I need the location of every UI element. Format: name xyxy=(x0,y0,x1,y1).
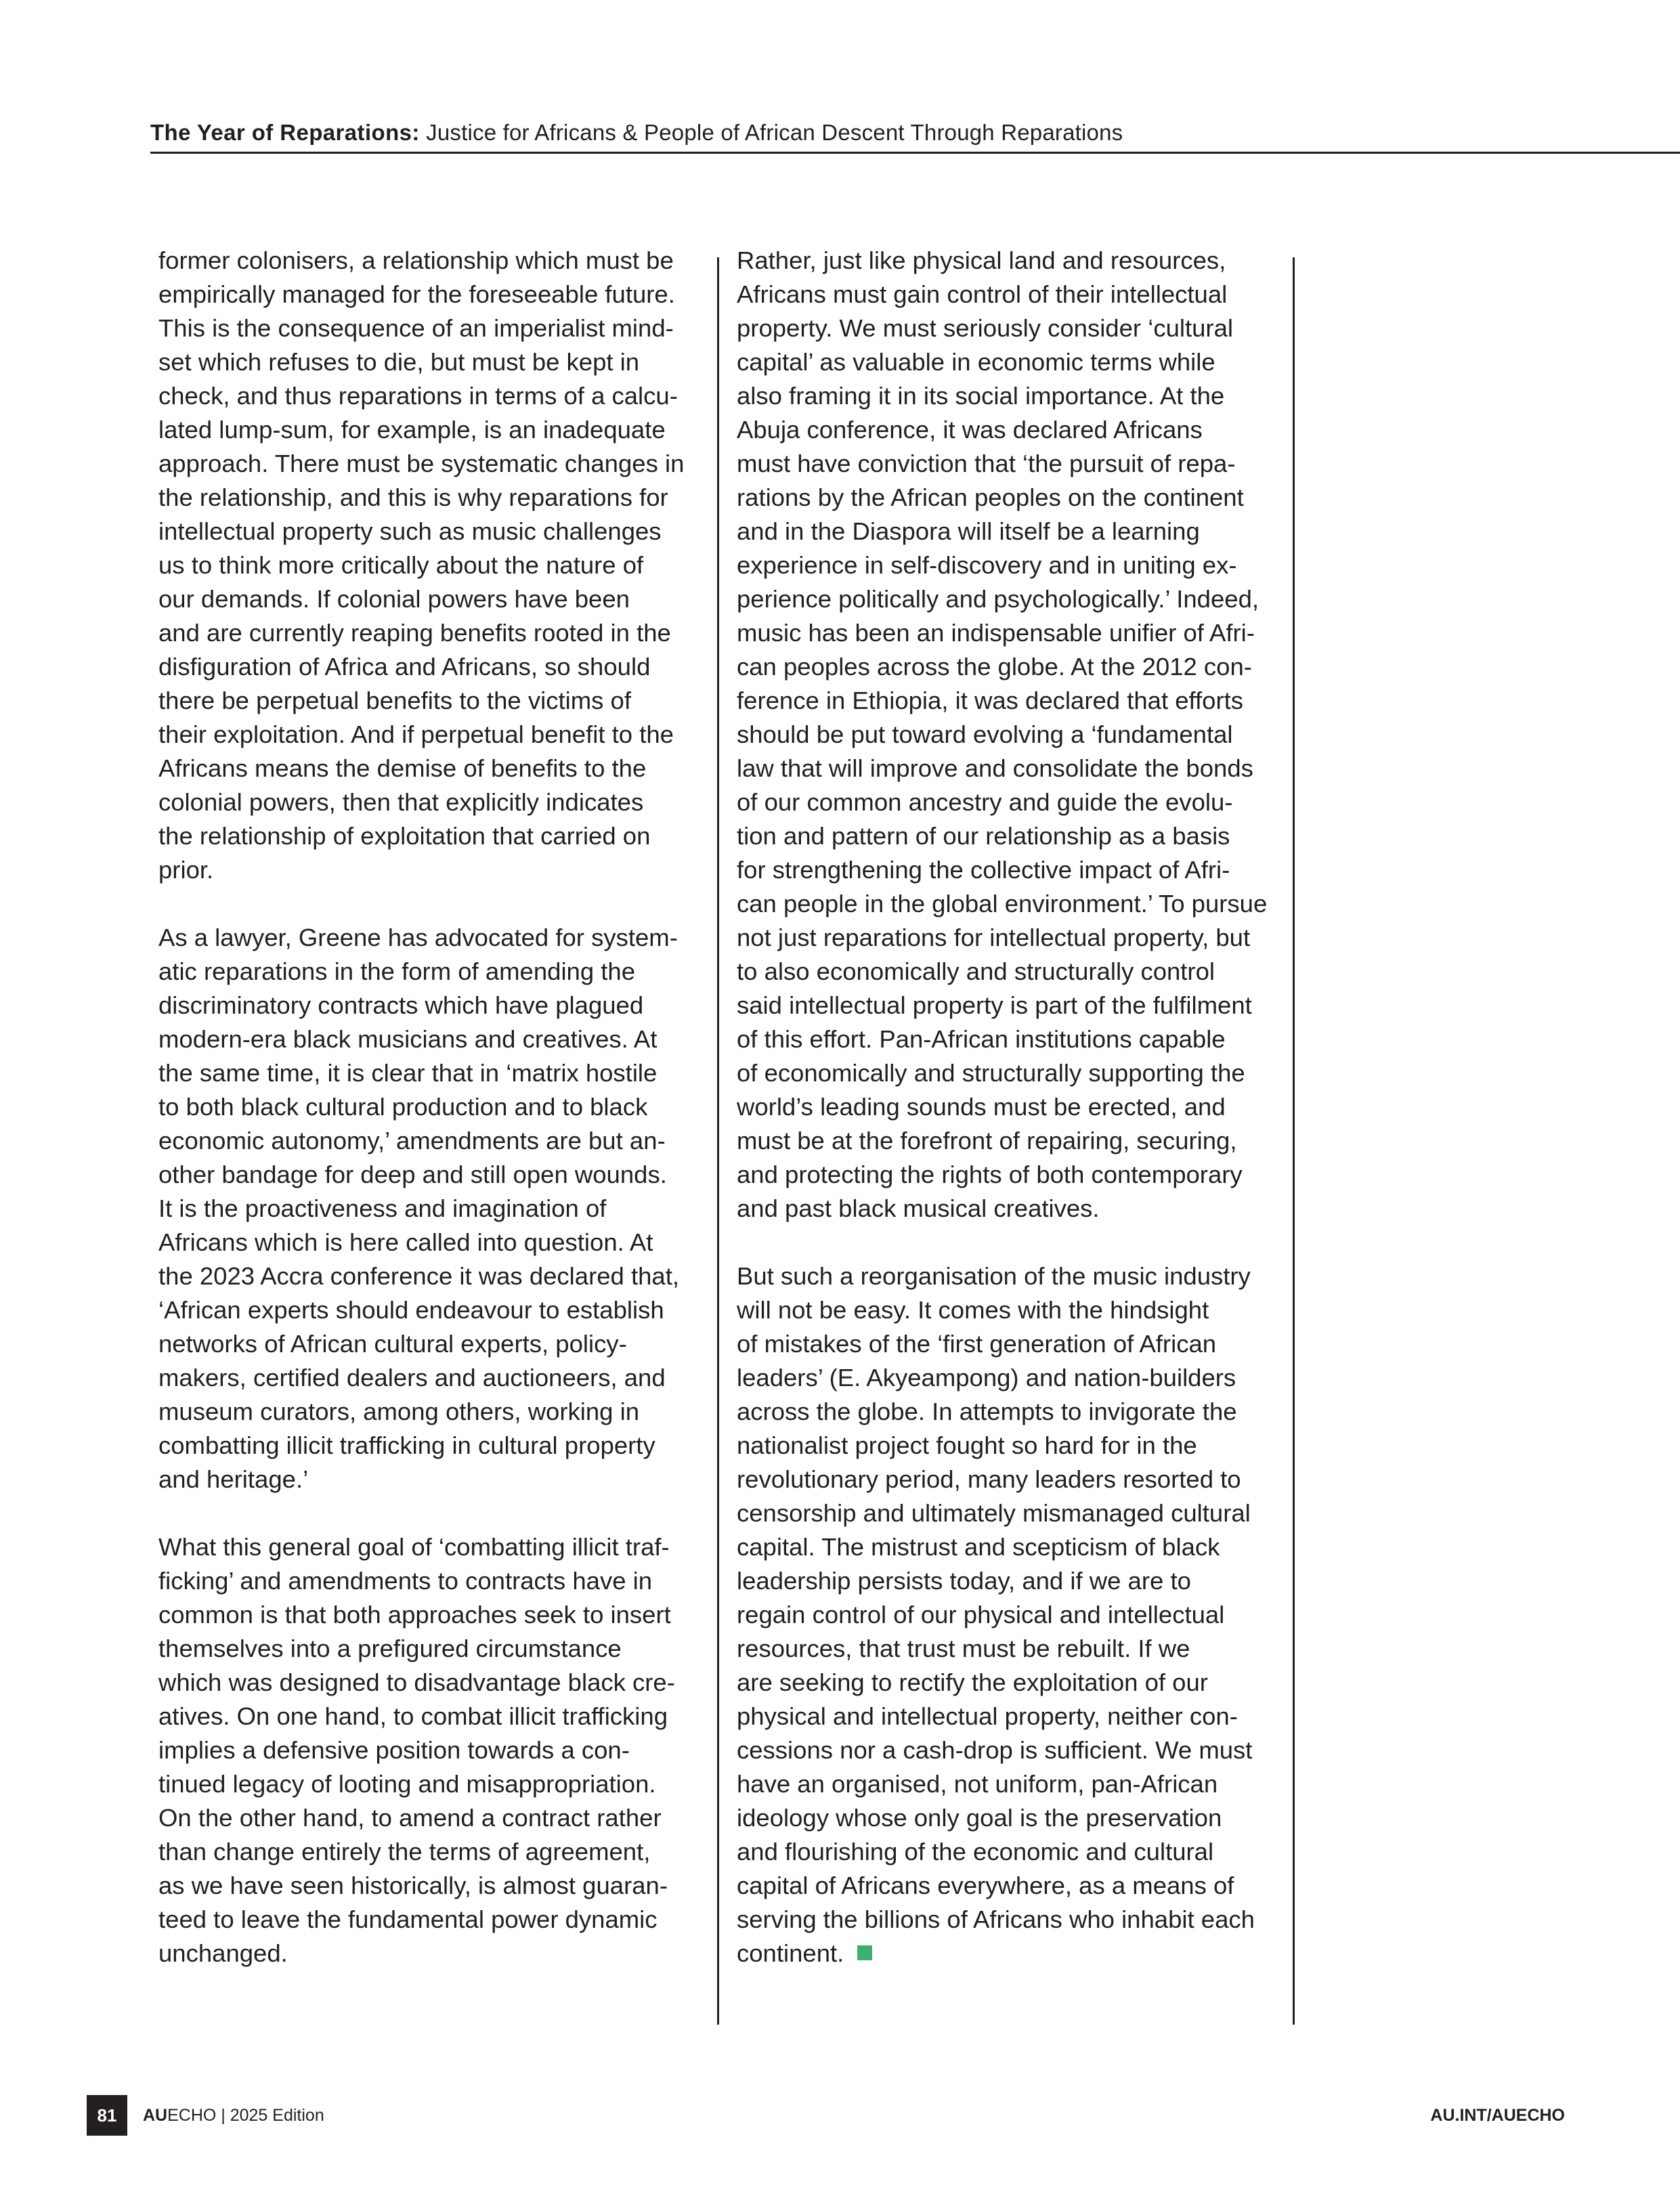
column-divider-left xyxy=(717,257,719,2025)
paragraph-line: perience politically and psychologically.’ Indeed, xyxy=(737,585,1259,613)
paragraph-line: revolutionary period, many leaders resorted to xyxy=(737,1465,1241,1493)
paragraph-line: economic autonomy,’ amendments are but an- xyxy=(158,1127,666,1155)
paragraph-line: as we have seen historically, is almost guaran- xyxy=(158,1872,668,1899)
column-divider-right xyxy=(1293,257,1295,2025)
footer-brand-bold: AU xyxy=(143,2106,168,2125)
paragraph-line: not just reparations for intellectual property, but xyxy=(737,924,1251,951)
paragraph-line: tinued legacy of looting and misappropriation. xyxy=(158,1770,656,1798)
paragraph-line: censorship and ultimately mismanaged cultural xyxy=(737,1499,1251,1527)
paragraph-line: physical and intellectual property, neither con- xyxy=(737,1702,1238,1730)
paragraph-line: leadership persists today, and if we are to xyxy=(737,1567,1191,1595)
paragraph-line: atives. On one hand, to combat illicit trafficking xyxy=(158,1702,668,1730)
paragraph-line: have an organised, not uniform, pan-African xyxy=(737,1770,1218,1798)
green-square-icon xyxy=(857,1945,872,1960)
paragraph-line: to both black cultural production and to black xyxy=(158,1093,648,1121)
paragraph-line: This is the consequence of an imperialist mind- xyxy=(158,314,674,342)
paragraph-gap xyxy=(158,887,714,921)
footer-publication xyxy=(143,2105,324,2126)
paragraph-line: discriminatory contracts which have plagued xyxy=(158,991,644,1019)
paragraph-line: can peoples across the globe. At the 2012 con- xyxy=(737,653,1252,681)
paragraph-line: experience in self-discovery and in uniting ex- xyxy=(737,551,1237,579)
paragraph-line: museum curators, among others, working in xyxy=(158,1398,640,1425)
paragraph-line: disfiguration of Africa and Africans, so should xyxy=(158,653,651,681)
paragraph-line: rations by the African peoples on the continent xyxy=(737,483,1244,511)
paragraph-line: ‘African experts should endeavour to establish xyxy=(158,1296,664,1324)
paragraph-line: Rather, just like physical land and resources, xyxy=(737,246,1226,274)
paragraph-line: for strengthening the collective impact of Afri- xyxy=(737,856,1230,884)
paragraph-line: ideology whose only goal is the preservation xyxy=(737,1804,1222,1832)
footer-brand-rest: ECHO | 2025 Edition xyxy=(167,2106,324,2125)
paragraph-line: resources, that trust must be rebuilt. If we xyxy=(737,1635,1190,1662)
paragraph-line: Africans means the demise of benefits to the xyxy=(158,754,647,782)
paragraph-line: lated lump-sum, for example, is an inadequate xyxy=(158,416,666,444)
paragraph-line: tion and pattern of our relationship as a basis xyxy=(737,822,1230,850)
paragraph-line: As a lawyer, Greene has advocated for system- xyxy=(158,924,678,951)
paragraph-line: intellectual property such as music challenges xyxy=(158,517,662,545)
paragraph-line: than change entirely the terms of agreement, xyxy=(158,1838,651,1865)
paragraph-line: serving the billions of Africans who inhabit each xyxy=(737,1905,1255,1933)
paragraph-line: law that will improve and consolidate the bonds xyxy=(737,754,1253,782)
paragraph-line: leaders’ (E. Akyeampong) and nation-builders xyxy=(737,1364,1236,1392)
paragraph-line: capital. The mistrust and scepticism of black xyxy=(737,1533,1220,1561)
paragraph-line: networks of African cultural experts, policy- xyxy=(158,1330,627,1358)
paragraph-line: the relationship of exploitation that carried on xyxy=(158,822,651,850)
paragraph-line: the relationship, and this is why reparations for xyxy=(158,483,668,511)
header-title: The Year of Reparations: xyxy=(150,120,420,145)
paragraph-line: to also economically and structurally control xyxy=(737,957,1215,985)
paragraph-line: and are currently reaping benefits rooted in the xyxy=(158,619,671,647)
paragraph-line: capital’ as valuable in economic terms while xyxy=(737,348,1215,376)
paragraph-line: music has been an indispensable unifier of Afri- xyxy=(737,619,1255,647)
paragraph-line: unchanged. xyxy=(158,1939,288,1967)
paragraph-line: and in the Diaspora will itself be a learning xyxy=(737,517,1200,545)
paragraph-line: of economically and structurally supporting the xyxy=(737,1059,1245,1087)
paragraph-line: the same time, it is clear that in ‘matrix hostile xyxy=(158,1059,658,1087)
paragraph-line: said intellectual property is part of the fulfilment xyxy=(737,991,1252,1019)
paragraph-line: former colonisers, a relationship which must be xyxy=(158,246,674,274)
header-rule xyxy=(150,152,1680,154)
paragraph-line: should be put toward evolving a ‘fundamental xyxy=(737,720,1233,748)
paragraph-line: must be at the forefront of repairing, securing, xyxy=(737,1127,1237,1155)
paragraph-line: of this effort. Pan-African institutions capable xyxy=(737,1025,1226,1053)
paragraph-line: the 2023 Accra conference it was declared that, xyxy=(158,1262,679,1290)
paragraph-line: across the globe. In attempts to invigorate the xyxy=(737,1398,1237,1425)
paragraph-line: implies a defensive position towards a con- xyxy=(158,1736,630,1764)
paragraph-line: modern-era black musicians and creatives. At xyxy=(158,1025,658,1053)
paragraph-line: prior. xyxy=(158,856,214,884)
paragraph-line: makers, certified dealers and auctioneers, and xyxy=(158,1364,666,1392)
paragraph-line: ference in Ethiopia, it was declared that efforts xyxy=(737,687,1244,714)
paragraph-line: approach. There must be systematic changes in xyxy=(158,450,685,477)
paragraph-line: their exploitation. And if perpetual benefit to the xyxy=(158,720,674,748)
footer-url: AU.INT/AUECHO xyxy=(1430,2106,1565,2125)
paragraph-gap xyxy=(737,1226,1292,1259)
paragraph-line: common is that both approaches seek to insert xyxy=(158,1601,671,1629)
paragraph-line: continent. xyxy=(737,1937,1292,1970)
paragraph-line: and heritage.’ xyxy=(158,1465,309,1493)
paragraph-line: On the other hand, to amend a contract rather xyxy=(158,1804,662,1832)
paragraph-line: also framing it in its social importance. At the xyxy=(737,382,1225,410)
paragraph-line: set which refuses to die, but must be kept in xyxy=(158,348,640,376)
paragraph-line: other bandage for deep and still open wounds. xyxy=(158,1161,667,1188)
paragraph-line: Abuja conference, it was declared Africans xyxy=(737,416,1203,444)
paragraph-line: But such a reorganisation of the music industry xyxy=(737,1262,1251,1290)
paragraph-line: our demands. If colonial powers have been xyxy=(158,585,630,613)
paragraph-line: capital of Africans everywhere, as a means of xyxy=(737,1872,1234,1899)
paragraph-line: of mistakes of the ‘first generation of African xyxy=(737,1330,1217,1358)
header-subtitle: Justice for Africans & People of African Descent Through Reparations xyxy=(426,120,1123,145)
paragraph-line: combatting illicit trafficking in cultural property xyxy=(158,1431,655,1459)
paragraph-line: property. We must seriously consider ‘cultural xyxy=(737,314,1233,342)
paragraph-line: teed to leave the fundamental power dynamic xyxy=(158,1905,658,1933)
paragraph-line: are seeking to rectify the exploitation of our xyxy=(737,1668,1208,1696)
paragraph-line: What this general goal of ‘combatting illicit traf- xyxy=(158,1533,670,1561)
paragraph-line: ficking’ and amendments to contracts have in xyxy=(158,1567,653,1595)
paragraph-line: Africans must gain control of their intellectual xyxy=(737,280,1228,308)
paragraph-line: which was designed to disadvantage black cre- xyxy=(158,1668,675,1696)
paragraph-line: nationalist project fought so hard for in the xyxy=(737,1431,1197,1459)
running-header xyxy=(150,119,1123,146)
paragraph-line: cessions nor a cash-drop is sufficient. We must xyxy=(737,1736,1253,1764)
paragraph-line: Africans which is here called into question. At xyxy=(158,1228,653,1256)
paragraph-line: and flourishing of the economic and cultural xyxy=(737,1838,1214,1865)
paragraph-line: world’s leading sounds must be erected, and xyxy=(737,1093,1226,1121)
paragraph-line: colonial powers, then that explicitly indicates xyxy=(158,788,644,816)
paragraph-line: and past black musical creatives. xyxy=(737,1194,1100,1222)
left-column xyxy=(158,244,714,1970)
paragraph-line: of our common ancestry and guide the evolu- xyxy=(737,788,1233,816)
paragraph-line: there be perpetual benefits to the victims of xyxy=(158,687,631,714)
paragraph-gap xyxy=(158,1496,714,1530)
page-number: 81 xyxy=(87,2095,127,2136)
paragraph-line: will not be easy. It comes with the hindsight xyxy=(737,1296,1209,1324)
paragraph-line: atic reparations in the form of amending the xyxy=(158,957,636,985)
paragraph-line: us to think more critically about the nature of xyxy=(158,551,644,579)
paragraph-line: regain control of our physical and intellectual xyxy=(737,1601,1225,1629)
paragraph-line: It is the proactiveness and imagination of xyxy=(158,1194,607,1222)
right-column xyxy=(737,244,1292,1970)
paragraph-line: empirically managed for the foreseeable future. xyxy=(158,280,675,308)
paragraph-line: can people in the global environment.’ To pursue xyxy=(737,890,1268,918)
paragraph-line: check, and thus reparations in terms of a calcu- xyxy=(158,382,678,410)
paragraph-line: and protecting the rights of both contemporary xyxy=(737,1161,1243,1188)
paragraph-line: must have conviction that ‘the pursuit of repa- xyxy=(737,450,1236,477)
paragraph-line: themselves into a prefigured circumstance xyxy=(158,1635,622,1662)
